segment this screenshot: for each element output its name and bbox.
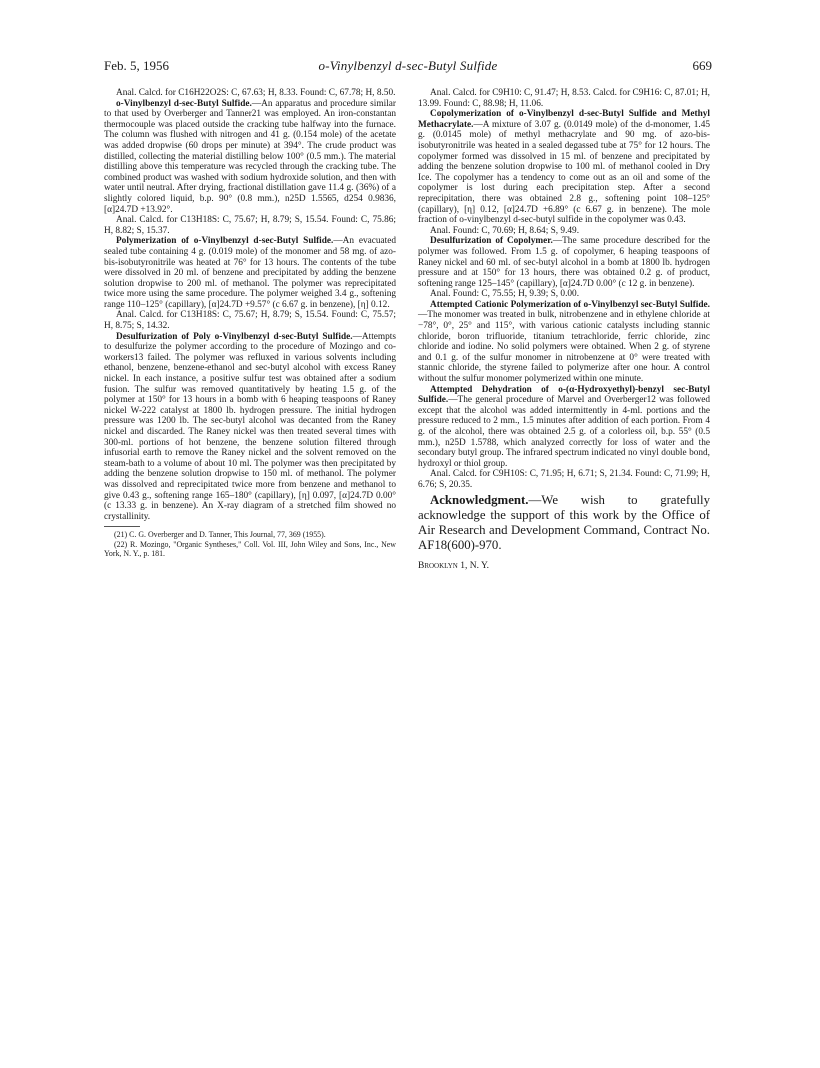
section-paragraph [418, 236, 710, 289]
section-heading: Copolymerization of o-Vinylbenzyl d-sec-Butyl Sulfide and Methyl Methacrylate. [418, 109, 710, 130]
section-body: —The general procedure of Marvel and Overberger12 was followed except that the alcohol was added intermittently in 4-ml. portions and the pressure reduced to 2 mm., 1.5 minutes after addition of each portion. From 4 g. of the alcohol, there was obtained 2.5 g. of a colorless oil, b.p. 55° (0.5 mm.), n25D 1.5788, which analyzed correctly for loss of water and the secondary butyl group. The infrared spectrum indicated no vinyl double bond, hydroxyl or thiol group. [418, 395, 710, 469]
analysis-paragraph: Anal. Calcd. for C16H22O2S: C, 67.63; H, 8.33. Found: C, 67.78; H, 8.50. [116, 88, 396, 98]
analysis-paragraph: Anal. Calcd. for C9H10S: C, 71.95; H, 6.71; S, 21.34. Found: C, 71.99; H, 6.76; S, 20.35. [418, 469, 710, 490]
section-heading: Attempted Dehydration of o-(α-Hydroxyethyl)-benzyl sec-Butyl Sulfide. [418, 384, 710, 406]
section-heading: o-Vinylbenzyl d-sec-Butyl Sulfide. [116, 98, 252, 109]
acknowledgment [418, 493, 710, 554]
left-column [104, 88, 396, 558]
footnotes [104, 530, 396, 558]
analysis-paragraph: Anal. Found: C, 75.55; H, 9.39; S, 0.00. [430, 289, 580, 300]
analysis-paragraph: Anal. Calcd. for C9H10: C, 91.47; H, 8.53. Calcd. for C9H16: C, 87.01; H, 13.99. Found: C, 88.98; H, 11.06. [418, 88, 710, 109]
section-paragraph [104, 236, 396, 310]
header-title: o-Vinylbenzyl d-sec-Butyl Sulfide [318, 58, 498, 73]
section-paragraph [104, 332, 396, 523]
analysis-paragraph: Anal. Found: C, 70.69; H, 8.64; S, 9.49. [430, 225, 580, 236]
footnote-divider [104, 526, 140, 527]
section-body: —The monomer was treated in bulk, nitrobenzene and in ethylene chloride at −78°, 0°, 25° and 115°, with various cationic catalysts including stannic chloride, boron trifluoride, titanium tetrachloride, ferric chloride, zinc chloride and iodine. No solid polymers were obtained. When 2 g. of styrene and 0.1 g. of the sulfur monomer in nitrobenzene at 0° were treated with stannic chloride, the styrene failed to polymerize after one hour. A control without the sulfur monomer polymerized within one minute. [418, 310, 710, 385]
section-body: —A mixture of 3.07 g. (0.0149 mole) of the d-monomer, 1.45 g. (0.0145 mole) of methyl methacrylate and 90 mg. of azo-bis-isobutyronitrile was heated in a sealed degassed tube at 75° for 12 hours. The copolymer formed was dissolved in 15 ml. of benzene and precipitated by adding the benzene solution dropwise to 100 ml. of methanol cooled in Dry Ice. The copolymer has a tendency to come out as an oil and some of the copolymer is lost during each precipitation step. After a second reprecipitation, there was obtained 2.8 g., softening point 108–125° (capillary), [η] 0.12, [α]24.7D +6.89° (c 6.67 g. in benzene). The mole fraction of o-vinylbenzyl d-sec-butyl sulfide in the copolymer was 0.43. [418, 119, 710, 226]
page-number: 669 [692, 58, 712, 73]
header-date: Feb. 5, 1956 [104, 58, 169, 73]
section-body: —The same procedure described for the polymer was followed. From 1.5 g. of copolymer, 6 heaping teaspoons of Raney nickel and 60 ml. of sec-butyl alcohol in a bomb at 1800 lb. hydrogen pressure and at 150° for 13 hours, there was obtained 0.2 g. of product, softening range 125–145° (capillary), [α]24.7D 0.00° (c 12 g. in benzene). [418, 236, 710, 289]
right-column [418, 88, 710, 572]
section-paragraph [418, 109, 710, 226]
section-paragraph [104, 99, 396, 216]
analysis-paragraph: Anal. Calcd. for C13H18S: C, 75.67; H, 8.79; S, 15.54. Found: C, 75.86; H, 8.82; S, 15.37. [104, 215, 396, 236]
section-body: —Attempts to desulfurize the polymer according to the procedure of Mozingo and co-workers13 failed. The polymer was refluxed in various solvents including ethanol, benzene, benzene-ethanol and sec-butyl alcohol with excess Raney nickel. In each instance, a positive sulfur test was obtained after a sodium fusion. The sulfur was removed quantitatively by heating 1.5 g. of the polymer at 150° for 13 hours in a bomb with 6 heaping teaspoons of Raney nickel W-222 catalyst at 1800 lb. hydrogen pressure. The initial hydrogen pressure was 1200 lb. The sec-butyl alcohol was decanted from the Raney nickel and discarded. The Raney nickel was then treated several times with 300-ml. portions of hot benzene, the benzene solution filtered through infusorial earth to remove the Raney nickel and the solvent removed on the steam-bath to a volume of about 10 ml. The polymer was then precipitated by adding the benzene solution dropwise to 150 ml. of methanol. The polymer was dissolved and reprecipitated twice more from benzene and methanol to give 0.43 g., softening range 165–180° (capillary), [η] 0.097, [α]24.7D 0.00° (c 13.33 g. in benzene). An X-ray diagram of a stretched film showed no crystallinity. [104, 331, 396, 522]
section-heading: Attempted Cationic Polymerization of o-Vinylbenzyl sec-Butyl Sulfide. [430, 299, 710, 310]
section-body: —An apparatus and procedure similar to that used by Overberger and Tanner21 was employed. An iron-constantan thermocouple was placed outside the cracking tube halfway into the furnace. The column was flushed with nitrogen and 41 g. (0.154 mole) of the acetate was added dropwise (60 drops per minute) at 394°. The crude product was distilled, collecting the material distilling below 100° (0.5 mm.). The material distilling above this temperature was recycled through the cracking tube. The combined product was washed with sodium hydroxide solution, and then with water until neutral. After drying, fractional distillation gave 11.4 g. (36%) of a slightly colored liquid, b.p. 90° (0.8 mm.), n25D 1.5565, d254 0.9836, [α]24.7D +13.92°. [104, 98, 396, 215]
section-paragraph [418, 385, 710, 470]
section-heading: Polymerization of o-Vinylbenzyl d-sec-Butyl Sulfide. [116, 236, 334, 247]
author-location: Brooklyn 1, N. Y. [418, 561, 490, 572]
section-paragraph [418, 300, 710, 385]
acknowledgment-heading: Acknowledgment. [430, 492, 529, 507]
section-heading: Desulfurization of Poly o-Vinylbenzyl d-sec-Butyl Sulfide. [116, 331, 353, 342]
page-header [104, 58, 712, 74]
footnote-21: (21) C. G. Overberger and D. Tanner, This Journal, 77, 369 (1955). [114, 530, 326, 540]
acknowledgment-body: —We wish to gratefully acknowledge the support of this work by the Office of Air Research and Development Command, Contract No. AF18(600)-970. [418, 492, 710, 553]
section-body: —An evacuated sealed tube containing 4 g. (0.019 mole) of the monomer and 58 mg. of azo-bis-isobutyronitrile was heated at 76° for 13 hours. The contents of the tube were dissolved in 20 ml. of benzene and precipitated by adding the benzene solution dropwise to 200 ml. of methanol. The polymer was reprecipitated twice more using the same procedure. The polymer weighed 3.4 g., softening range 110–125° (capillary), [α]24.7D +9.57° (c 6.67 g. in benzene), [η] 0.12. [104, 236, 396, 310]
footnote-22: (22) R. Mozingo, "Organic Syntheses," Coll. Vol. III, John Wiley and Sons, Inc., New York, N. Y., p. 181. [104, 539, 396, 558]
analysis-paragraph: Anal. Calcd. for C13H18S: C, 75.67; H, 8.79; S, 15.54. Found: C, 75.57; H, 8.75; S, 14.32. [104, 310, 396, 332]
section-heading: Desulfurization of Copolymer. [430, 236, 553, 247]
